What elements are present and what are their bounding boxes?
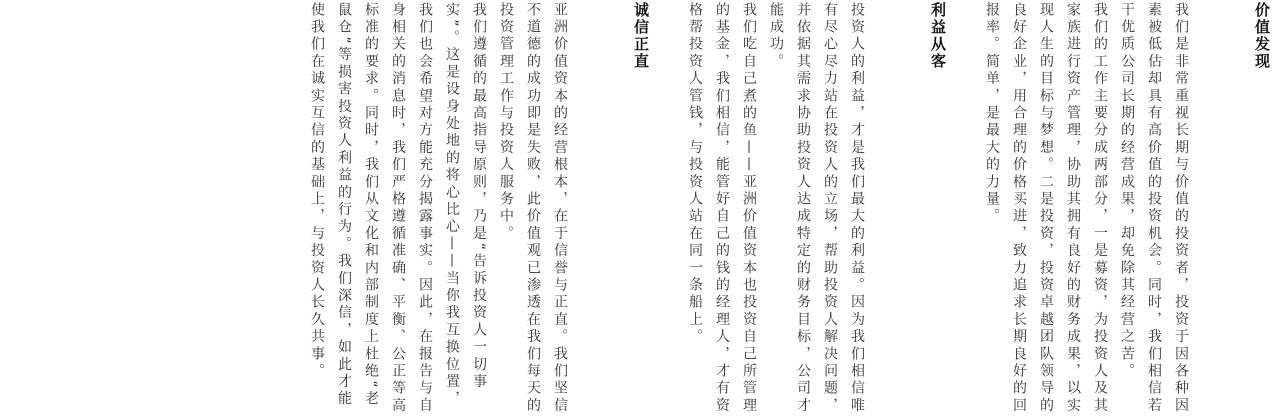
- section-title-value-discovery: 价值发现: [1253, 2, 1271, 70]
- section-2-paragraph-2: 我们吃自己煮的鱼——亚洲价值资本也投资自己所管理的基金，我们相信，能管好自己的钱的经理人，才有资格帮投资人管钱，与投资人站在同一条船上。: [687, 2, 757, 415]
- section-2-paragraph-1: 投资人的利益，才是我们最大的利益。因为我们相信唯有尽心尽力站在投资人的立场，帮助投资人解决问题，并依据其需求协助投资人达成特定的财务目标，公司才能成功。: [768, 2, 865, 415]
- section-1-paragraph-2: 我们的工作主要分成两部分，一是募资，为投资人及其家族进行资产管理，协助其拥有良好的财务成果，以实现人生的目标与梦想。二是投资，投资卓越团队领导的良好企业，用合理的价格买进，致力追求长期良好的回报率。简单，是最大的力量。: [984, 2, 1108, 415]
- section-1-paragraph-1: 我们是非常重视长期与价值的投资者，投资于因各种因素被低估却具有高价值的投资机会。同时，我们相信若干优质公司长期的经营成果，却免除其经营之苦。: [1119, 2, 1189, 415]
- section-title-client-interest: 利益从客: [929, 2, 947, 70]
- section-3-paragraph-2: 我们遵循的最高指导原则，乃是“告诉投资人一切事实”。这是设身处地的将心比心——当你我互换位置，我们也会希望对方能充分揭露事实。因此，在报告与自身相关的消息时，我们严格遵循准确、平衡、公正等高标准的要求。同时，我们从文化和内部制度上杜绝“老鼠仓”等损害投资人利益的行为。我们深信，如此才能使我们在诚实互信的基础上，与投资人长久共事。: [309, 2, 487, 415]
- section-3-paragraph-1: 亚洲价值资本的经营根本，在于信誉与正直。我们坚信不道德的成功即是失败，此价值观已渗透在我们每天的投资管理工作与投资人服务中。: [498, 2, 568, 415]
- section-title-integrity: 诚信正直: [632, 2, 650, 70]
